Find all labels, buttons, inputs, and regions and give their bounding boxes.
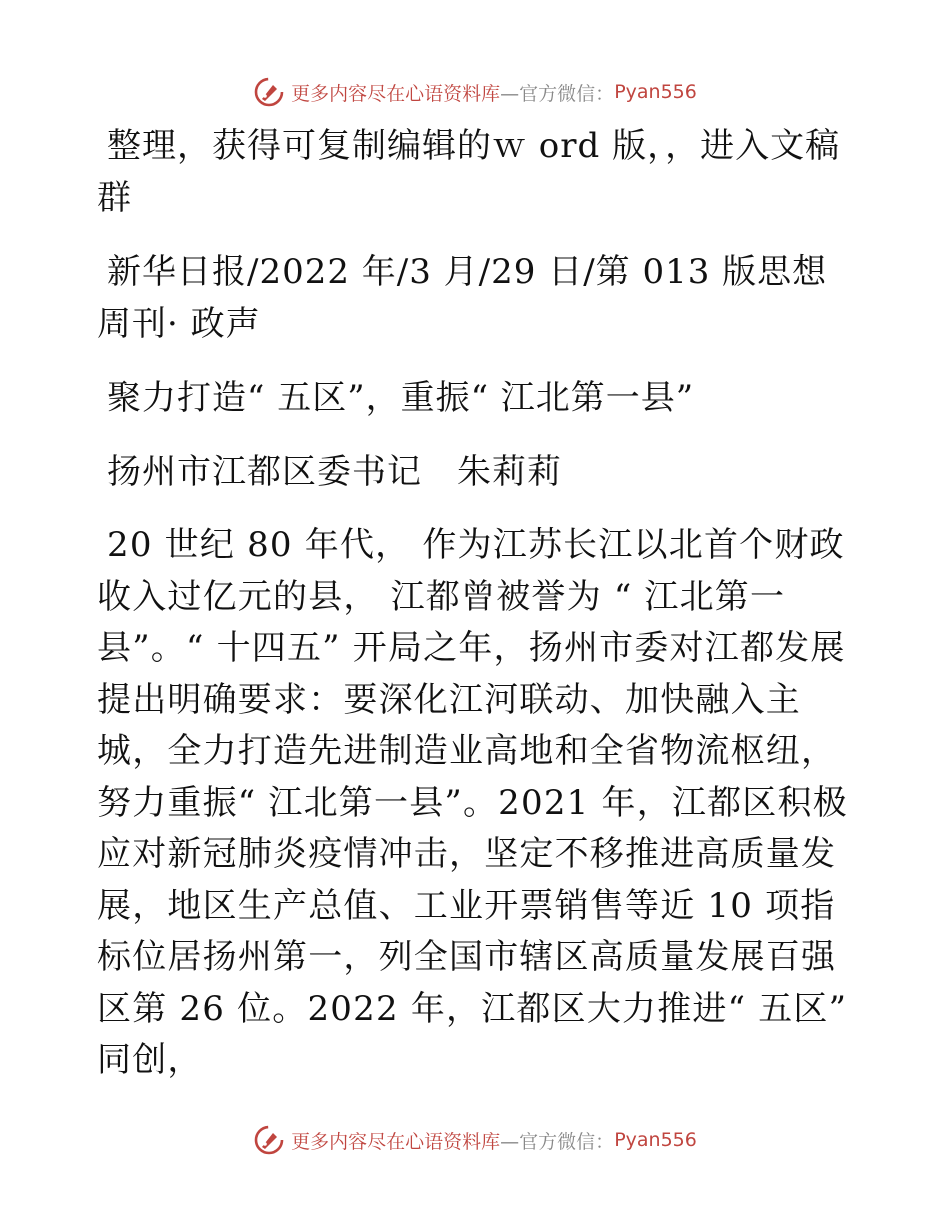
source-line: 新华日报/2022 年/3 月/29 日/第 013 版思想周刊· 政声 (97, 252, 828, 344)
article-title: 聚力打造“ 五区”，重振“ 江北第一县” (107, 378, 695, 418)
banner-official-text: —官方微信： (500, 82, 615, 105)
banner-wechat-id: Pyan556 (614, 81, 697, 103)
pen-nib-logo-icon (253, 1124, 285, 1156)
banner-official-text: —官方微信： (500, 1130, 615, 1153)
pen-nib-logo-icon (253, 76, 285, 108)
banner-main-text: 更多内容尽在心语资料库 (291, 1130, 501, 1153)
author-line: 扬州市江都区委书记 朱莉莉 (107, 452, 562, 492)
document-body (97, 120, 857, 1109)
header-watermark-banner (0, 70, 950, 114)
intro-paragraph: 整理，获得可复制编辑的ｗ ord 版，，进入文稿群 (97, 126, 841, 218)
footer-watermark-banner (0, 1118, 950, 1162)
banner-main-text: 更多内容尽在心语资料库 (291, 82, 501, 105)
body-paragraph: 20 世纪 80 年代， 作为江苏长江以北首个财政收入过亿元的县， 江都曾被誉为 “ 江北第一县”。“ 十四五” 开局之年，扬州市委对江都发展提出明确要求：要深化江河联动、加快融入主城，全力打造先进制造业高地和全省物流枢纽，努力重振“ 江北第一县”。2021 年，江都区积极应对新冠肺炎疫情冲击，坚定不移推进高质量发展，地区生产总值、工业开票销售等近 10 项指标位居扬州第一，列全国市辖区高质量发展百强区第 26 位。2022 年，江都区大力推进“ 五区” 同创， (97, 525, 848, 1080)
banner-wechat-id: Pyan556 (614, 1129, 697, 1151)
